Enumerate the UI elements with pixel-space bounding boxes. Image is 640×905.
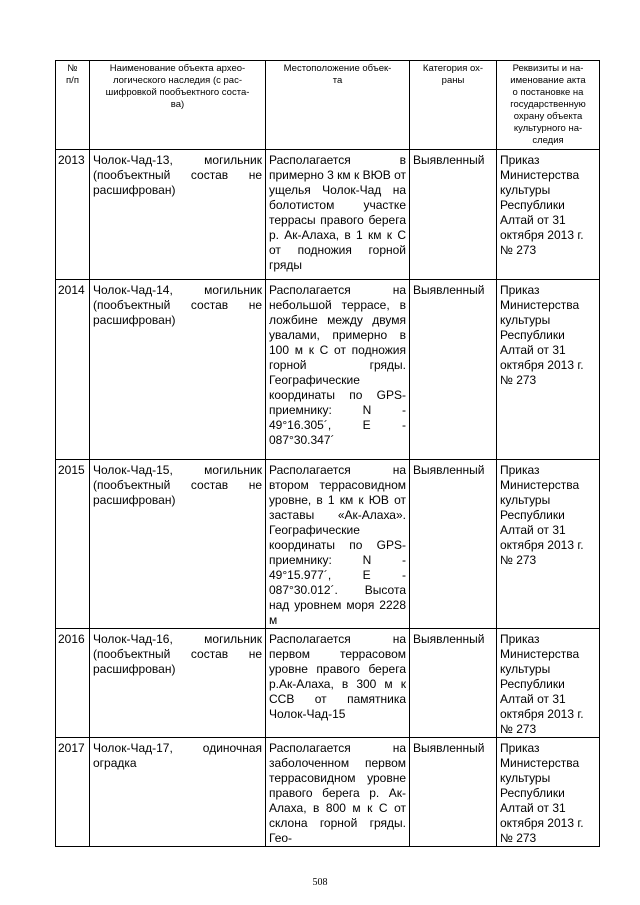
table-row bbox=[56, 460, 600, 629]
row-number: 2015 bbox=[56, 460, 90, 629]
table-row bbox=[56, 738, 600, 847]
act-details: Приказ Министерства культуры Республики Алтай от 31 октября 2013 г. № 273 bbox=[497, 460, 600, 629]
row-number: 2014 bbox=[56, 280, 90, 460]
protection-category: Выявленный bbox=[410, 280, 497, 460]
header-number: № п/п bbox=[56, 61, 90, 150]
object-name: Чолок-Чад-14, могильник (пообъектный состав не расшифрован) bbox=[90, 280, 266, 460]
protection-category: Выявленный bbox=[410, 460, 497, 629]
header-act-details: Реквизиты и на- именование акта о постановке на государственную охрану объекта культурного на- следия bbox=[497, 61, 600, 150]
act-details: Приказ Министерства культуры Республики Алтай от 31 октября 2013 г. № 273 bbox=[497, 150, 600, 280]
heritage-table-container bbox=[55, 60, 600, 847]
page-number: 508 bbox=[312, 877, 328, 888]
table-row bbox=[56, 280, 600, 460]
row-number: 2013 bbox=[56, 150, 90, 280]
table-header-row bbox=[56, 61, 600, 150]
object-location: Располагается на первом террасовом уровне правого берега р.Ак-Алаха, в 300 м к ССВ от памятника Чолок-Чад-15 bbox=[266, 629, 410, 738]
act-details: Приказ Министерства культуры Республики Алтай от 31 октября 2013 г. № 273 bbox=[497, 629, 600, 738]
header-object-name: Наименование объекта архео- логического наследия (с рас- шифровкой пообъектного соста- ва) bbox=[90, 61, 266, 150]
protection-category: Выявленный bbox=[410, 629, 497, 738]
header-protection-category: Категория ох- раны bbox=[410, 61, 497, 150]
row-number: 2016 bbox=[56, 629, 90, 738]
act-details: Приказ Министерства культуры Республики Алтай от 31 октября 2013 г. № 273 bbox=[497, 738, 600, 847]
table-row bbox=[56, 150, 600, 280]
object-name: Чолок-Чад-15, могильник (пообъектный состав не расшифрован) bbox=[90, 460, 266, 629]
heritage-objects-table bbox=[55, 60, 600, 847]
object-location: Располагается на втором террасовидном уровне, в 1 км к ЮВ от заставы «Ак-Алаха». Географические координаты по GPS-приемнику: N - 49°15.977´, E - 087°30.012´. Высота над уровнем моря 2228 м bbox=[266, 460, 410, 629]
act-details: Приказ Министерства культуры Республики Алтай от 31 октября 2013 г. № 273 bbox=[497, 280, 600, 460]
object-name: Чолок-Чад-13, могильник (пообъектный состав не расшифрован) bbox=[90, 150, 266, 280]
protection-category: Выявленный bbox=[410, 150, 497, 280]
object-location: Располагается на небольшой террасе, в ложбине между двумя увалами, примерно в 100 м к С от подножия горной гряды. Географические координаты по GPS-приемнику: N - 49°16.305´, E - 087°30.347´ bbox=[266, 280, 410, 460]
object-location: Располагается в примерно 3 км к ВЮВ от ущелья Чолок-Чад на болотистом участке террасы правого берега р. Ак-Алаха, в 1 км к С от подножия горной гряды bbox=[266, 150, 410, 280]
object-name: Чолок-Чад-16, могильник (пообъектный состав не расшифрован) bbox=[90, 629, 266, 738]
object-name: Чолок-Чад-17, одиночная оградка bbox=[90, 738, 266, 847]
protection-category: Выявленный bbox=[410, 738, 497, 847]
object-location: Располагается на заболоченном первом террасовидном уровне правого берега р. Ак-Алаха, в 800 м к С от склона горной гряды. Гео- bbox=[266, 738, 410, 847]
row-number: 2017 bbox=[56, 738, 90, 847]
table-row bbox=[56, 629, 600, 738]
header-location: Местоположение объек- та bbox=[266, 61, 410, 150]
